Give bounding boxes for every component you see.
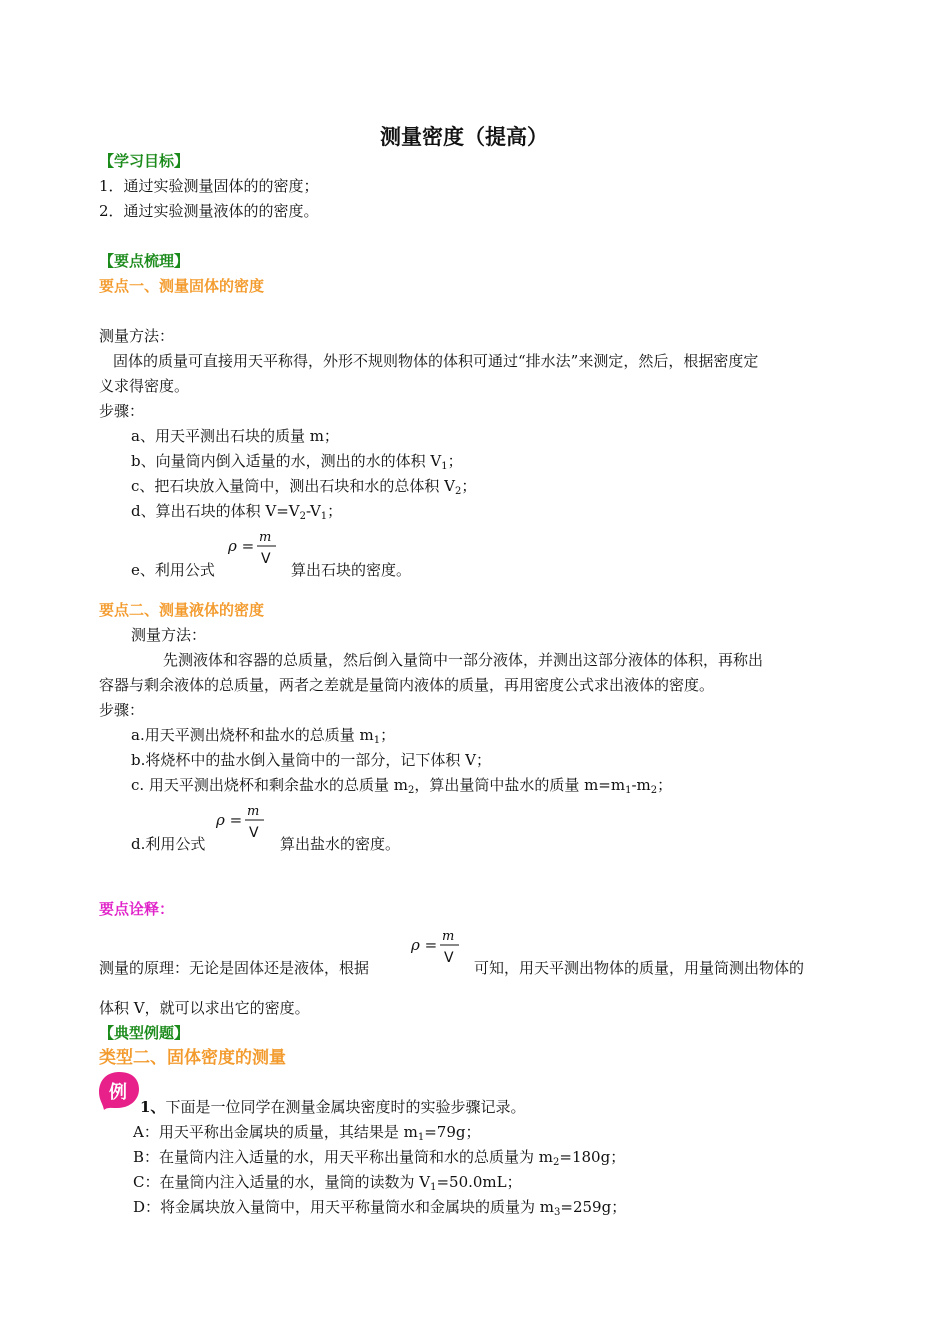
section1-method-label: 测量方法： <box>99 327 175 345</box>
option-d: D：将金属块放入量筒中，用天平称量筒水和金属块的质量为 $m_3=259g$； <box>133 1198 627 1218</box>
density-formula <box>226 527 286 571</box>
formula-denominator: V <box>249 825 259 841</box>
badge-label: 例 <box>109 1082 127 1103</box>
formula-denominator: V <box>261 551 271 567</box>
section1-step-e-prefix: e、利用公式 <box>131 561 215 579</box>
objective-item: 1．通过实验测量固体的的密度； <box>99 177 319 195</box>
option-c: C：在量筒内注入适量的水，量筒的读数为 $V_1=50.0mL$； <box>133 1173 522 1193</box>
option-a: A：用天平称出金属块的质量，其结果是 $m_1=79g$； <box>133 1123 481 1143</box>
explanation-heading: 要点诠释： <box>99 900 175 918</box>
formula-numerator: m <box>259 530 272 545</box>
section2-step-c: c. 用天平测出烧杯和剩余盐水的总质量 $m_2$，算出量筒中盐水的质量 $m=m_1-m_2$； <box>131 776 673 796</box>
option-b: B：在量筒内注入适量的水，用天平称出量筒和水的总质量为 $m_2=180g$； <box>133 1148 626 1168</box>
example-type-heading: 类型二、固体密度的测量 <box>99 1048 286 1068</box>
section1-step-a: a、用天平测出石块的质量 m； <box>131 427 339 445</box>
section2-method-text: 容器与剩余液体的总质量，两者之差就是量筒内液体的质量，再用密度公式求出液体的密度。 <box>99 676 715 694</box>
section2-method-label: 测量方法： <box>131 626 207 644</box>
examples-heading: 【典型例题】 <box>99 1024 190 1042</box>
section1-step-c: c、把石块放入量筒中，测出石块和水的总体积 $V_2$； <box>131 477 477 497</box>
formula-denominator: V <box>444 950 454 966</box>
section2-method-text: 先测液体和容器的总质量，然后倒入量筒中一部分液体，并测出这部分液体的体积，再称出 <box>163 651 764 669</box>
section2-step-a: a.用天平测出烧杯和盐水的总质量 $m_1$； <box>131 726 396 746</box>
explanation-text-prefix: 测量的原理：无论是固体还是液体，根据 <box>99 959 370 977</box>
section1-step-e-suffix: 算出石块的密度。 <box>291 561 412 579</box>
density-formula <box>409 926 469 970</box>
formula-lhs: ρ = <box>228 537 255 555</box>
section1-step-d: d、算出石块的体积 $V=V_2-V_1$； <box>131 502 343 522</box>
explanation-text: 体积 V，就可以求出它的密度。 <box>99 999 310 1017</box>
key-points-heading: 【要点梳理】 <box>99 252 190 270</box>
section1-step-b: b、向量筒内倒入适量的水，测出的水的体积 $V_1$； <box>131 452 463 472</box>
section1-steps-label: 步骤： <box>99 402 145 420</box>
explanation-text-suffix: 可知，用天平测出物体的质量，用量筒测出物体的 <box>474 959 805 977</box>
formula-numerator: m <box>442 929 455 944</box>
formula-lhs: ρ = <box>411 936 438 954</box>
section2-heading: 要点二、测量液体的密度 <box>99 601 265 619</box>
section2-step-d-prefix: d.利用公式 <box>131 835 206 853</box>
section1-heading: 要点一、测量固体的密度 <box>99 277 265 295</box>
page-title: 测量密度（提高） <box>380 124 548 149</box>
example-badge-icon <box>97 1070 141 1112</box>
section2-step-b: b.将烧杯中的盐水倒入量筒中的一部分，记下体积 V； <box>131 751 491 769</box>
question-text: 1、下面是一位同学在测量金属块密度时的实验步骤记录。 <box>140 1098 526 1116</box>
formula-numerator: m <box>247 804 260 819</box>
section2-step-d-suffix: 算出盐水的密度。 <box>280 835 401 853</box>
objective-item: 2．通过实验测量液体的的密度。 <box>99 202 319 220</box>
density-formula <box>214 801 274 845</box>
formula-lhs: ρ = <box>216 811 243 829</box>
section1-method-text: 固体的质量可直接用天平称得，外形不规则物体的体积可通过“排水法”来测定，然后，根据密度定 <box>113 352 759 370</box>
objectives-heading: 【学习目标】 <box>99 152 190 170</box>
section1-method-text: 义求得密度。 <box>99 377 190 395</box>
section2-steps-label: 步骤： <box>99 701 145 719</box>
